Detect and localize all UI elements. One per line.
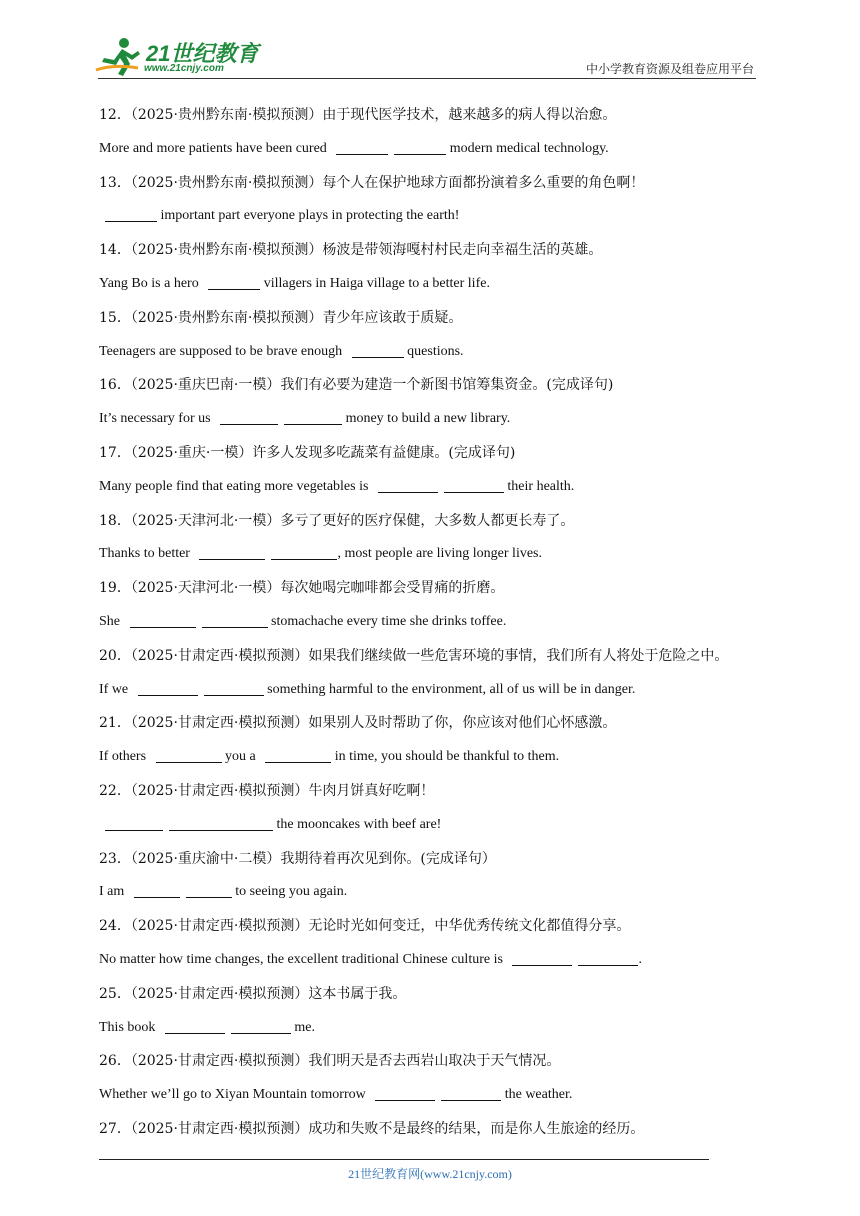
sentence-text: in time, you should be thankful to them. [331, 749, 560, 765]
sentence-text: . [638, 951, 642, 967]
sentence-text: Whether we’ll go to Xiyan Mountain tomorrow [99, 1087, 370, 1103]
sentence-text: Thanks to better [99, 546, 194, 562]
question-english [99, 746, 769, 780]
answer-blank[interactable] [284, 410, 342, 425]
question-prompt [99, 510, 769, 544]
question-source: （2025·重庆·一模） [130, 444, 253, 461]
answer-blank[interactable] [130, 613, 196, 628]
answer-blank[interactable] [336, 140, 388, 155]
header-divider [98, 78, 756, 79]
sentence-text: stomachache every time she drinks toffee. [267, 613, 507, 629]
question-chinese: 成功和失败不是最终的结果，而是你人生旅途的经历。 [308, 1120, 645, 1137]
question-english [99, 273, 769, 307]
answer-blank[interactable] [441, 1086, 501, 1101]
question-source: （2025·甘肃定西·模拟预测） [130, 1120, 309, 1137]
question-prompt [99, 712, 769, 746]
answer-blank[interactable] [204, 681, 264, 696]
answer-blank[interactable] [444, 478, 504, 493]
sentence-text: to seeing you again. [231, 884, 348, 900]
answer-blank[interactable] [138, 681, 198, 696]
sentence-text: It’s necessary for us [99, 411, 215, 427]
answer-blank[interactable] [156, 748, 222, 763]
runner-logo-icon [94, 36, 146, 78]
sentence-text: villagers in Haiga village to a better life. [260, 275, 490, 291]
sentence-text: you a [221, 749, 260, 765]
sentence-text: More and more patients have been cured [99, 140, 331, 156]
question-number: 23． [99, 850, 131, 867]
sentence-text: important part everyone plays in protecting the earth! [157, 208, 460, 224]
question-english [99, 814, 769, 848]
answer-blank[interactable] [208, 275, 260, 290]
sentence-text: Teenagers are supposed to be brave enough [99, 343, 346, 359]
question-prompt [99, 848, 769, 882]
question-english [99, 138, 769, 172]
answer-blank[interactable] [352, 343, 404, 358]
question-source: （2025·重庆巴南·一模） [130, 377, 281, 394]
footer-divider [99, 1159, 709, 1160]
page-header [0, 0, 860, 82]
question-chinese: 我期待着再次见到你。(完成译句） [280, 850, 496, 867]
sentence-text: I am [99, 884, 128, 900]
question-prompt [99, 983, 769, 1017]
question-source: （2025·贵州黔东南·模拟预测） [130, 309, 323, 326]
sentence-text: This book [99, 1019, 159, 1035]
logo-url: www.21cnjy.com [144, 63, 224, 74]
sentence-text: If we [99, 681, 132, 697]
answer-blank[interactable] [165, 1019, 225, 1034]
answer-blank[interactable] [375, 1086, 435, 1101]
question-prompt [99, 780, 769, 814]
question-english [99, 476, 769, 510]
sentence-text: the weather. [501, 1087, 573, 1103]
question-chinese: 杨波是带领海嘎村村民走向幸福生活的英雄。 [322, 242, 603, 259]
question-source: （2025·甘肃定西·模拟预测） [130, 782, 309, 799]
question-prompt [99, 645, 769, 679]
question-source: （2025·贵州黔东南·模拟预测） [130, 107, 323, 123]
question-number: 17． [99, 444, 131, 461]
question-chinese: 我们明天是否去西岩山取决于天气情况。 [308, 1053, 561, 1070]
question-english [99, 205, 769, 239]
sentence-text: their health. [503, 478, 575, 494]
question-number: 24． [99, 918, 131, 935]
answer-blank[interactable] [169, 816, 273, 831]
question-chinese: 每个人在保护地球方面都扮演着多么重要的角色啊！ [322, 174, 645, 191]
question-number: 19． [99, 580, 131, 597]
question-source: （2025·重庆渝中·二模） [130, 850, 281, 867]
question-prompt [99, 374, 769, 408]
answer-blank[interactable] [186, 883, 232, 898]
sentence-text: modern medical technology. [446, 140, 609, 156]
question-number: 16． [99, 377, 131, 394]
sentence-text: If others [99, 749, 150, 765]
sentence-text: Yang Bo is a hero [99, 275, 203, 291]
question-number: 27． [99, 1120, 131, 1137]
question-prompt [99, 915, 769, 949]
question-number: 18． [99, 512, 131, 529]
sentence-text: the mooncakes with beef are! [273, 816, 442, 832]
header-platform-text: 中小学教育资源及组卷应用平台 [585, 62, 754, 76]
question-chinese: 这本书属于我。 [308, 985, 407, 1002]
question-english [99, 543, 769, 577]
question-source: （2025·甘肃定西·模拟预测） [130, 918, 309, 935]
question-english [99, 341, 769, 375]
question-source: （2025·甘肃定西·模拟预测） [130, 985, 309, 1002]
question-chinese: 我们有必要为建造一个新图书馆筹集资金。(完成译句) [280, 377, 614, 394]
question-chinese: 青少年应该敢于质疑。 [322, 309, 463, 326]
question-chinese: 多亏了更好的医疗保健，大多数人都更长寿了。 [280, 512, 575, 529]
sentence-text: Many people find that eating more vegetables is [99, 478, 372, 494]
question-chinese: 如果我们继续做一些危害环境的事情，我们所有人将处于危险之中。 [308, 647, 729, 664]
question-number: 25． [99, 985, 131, 1002]
answer-blank[interactable] [231, 1019, 291, 1034]
question-chinese: 每次她喝完咖啡都会受胃痛的折磨。 [280, 580, 505, 597]
answer-blank[interactable] [271, 545, 337, 560]
question-english [99, 949, 769, 983]
logo-text: 21世纪教育 [146, 41, 259, 66]
question-source: （2025·贵州黔东南·模拟预测） [130, 242, 323, 259]
question-number: 12． [99, 107, 131, 123]
answer-blank[interactable] [220, 410, 278, 425]
question-list [99, 104, 769, 1152]
question-number: 14． [99, 242, 131, 259]
answer-blank[interactable] [202, 613, 268, 628]
question-chinese: 无论时光如何变迁，中华优秀传统文化都值得分享。 [308, 918, 631, 935]
sentence-text: , most people are living longer lives. [337, 546, 542, 562]
question-english [99, 679, 769, 713]
answer-blank[interactable] [394, 140, 446, 155]
question-english [99, 611, 769, 645]
answer-blank[interactable] [134, 883, 180, 898]
question-number: 13． [99, 174, 131, 191]
question-english [99, 1084, 769, 1118]
sentence-text: questions. [403, 343, 464, 359]
question-number: 22． [99, 782, 131, 799]
footer-link[interactable]: 21世纪教育网(www.21cnjy.com) [348, 1167, 512, 1181]
sentence-text: No matter how time changes, the excellent traditional Chinese culture is [99, 951, 507, 967]
question-source: （2025·甘肃定西·模拟预测） [130, 647, 309, 664]
question-number: 15． [99, 309, 131, 326]
question-source: （2025·天津河北·一模） [130, 512, 281, 529]
question-prompt [99, 577, 769, 611]
sentence-text: money to build a new library. [342, 411, 511, 427]
question-chinese: 牛肉月饼真好吃啊！ [308, 782, 435, 799]
question-prompt [99, 307, 769, 341]
question-source: （2025·甘肃定西·模拟预测） [130, 1053, 309, 1070]
question-source: （2025·甘肃定西·模拟预测） [130, 715, 309, 732]
question-chinese: 由于现代医学技术，越来越多的病人得以治愈。 [322, 107, 617, 123]
answer-blank[interactable] [378, 478, 438, 493]
question-chinese: 如果别人及时帮助了你，你应该对他们心怀感激。 [308, 715, 617, 732]
answer-blank[interactable] [578, 951, 638, 966]
sentence-text: She [99, 613, 124, 629]
question-source: （2025·贵州黔东南·模拟预测） [130, 174, 323, 191]
question-prompt [99, 239, 769, 273]
answer-blank[interactable] [265, 748, 331, 763]
question-english [99, 408, 769, 442]
question-english [99, 881, 769, 915]
question-prompt [99, 1050, 769, 1084]
question-number: 26． [99, 1053, 131, 1070]
question-chinese: 许多人发现多吃蔬菜有益健康。(完成译句) [252, 444, 516, 461]
answer-blank[interactable] [199, 545, 265, 560]
answer-blank[interactable] [512, 951, 572, 966]
answer-blank[interactable] [105, 207, 157, 222]
question-english [99, 1017, 769, 1051]
site-logo[interactable] [94, 36, 264, 78]
question-prompt [99, 104, 769, 138]
question-number: 20． [99, 647, 131, 664]
question-prompt [99, 172, 769, 206]
question-number: 21． [99, 715, 131, 732]
question-source: （2025·天津河北·一模） [130, 580, 281, 597]
sentence-text: something harmful to the environment, all of us will be in danger. [263, 681, 636, 697]
question-prompt [99, 1118, 769, 1152]
answer-blank[interactable] [105, 816, 163, 831]
question-prompt [99, 442, 769, 476]
sentence-text: me. [290, 1019, 315, 1035]
